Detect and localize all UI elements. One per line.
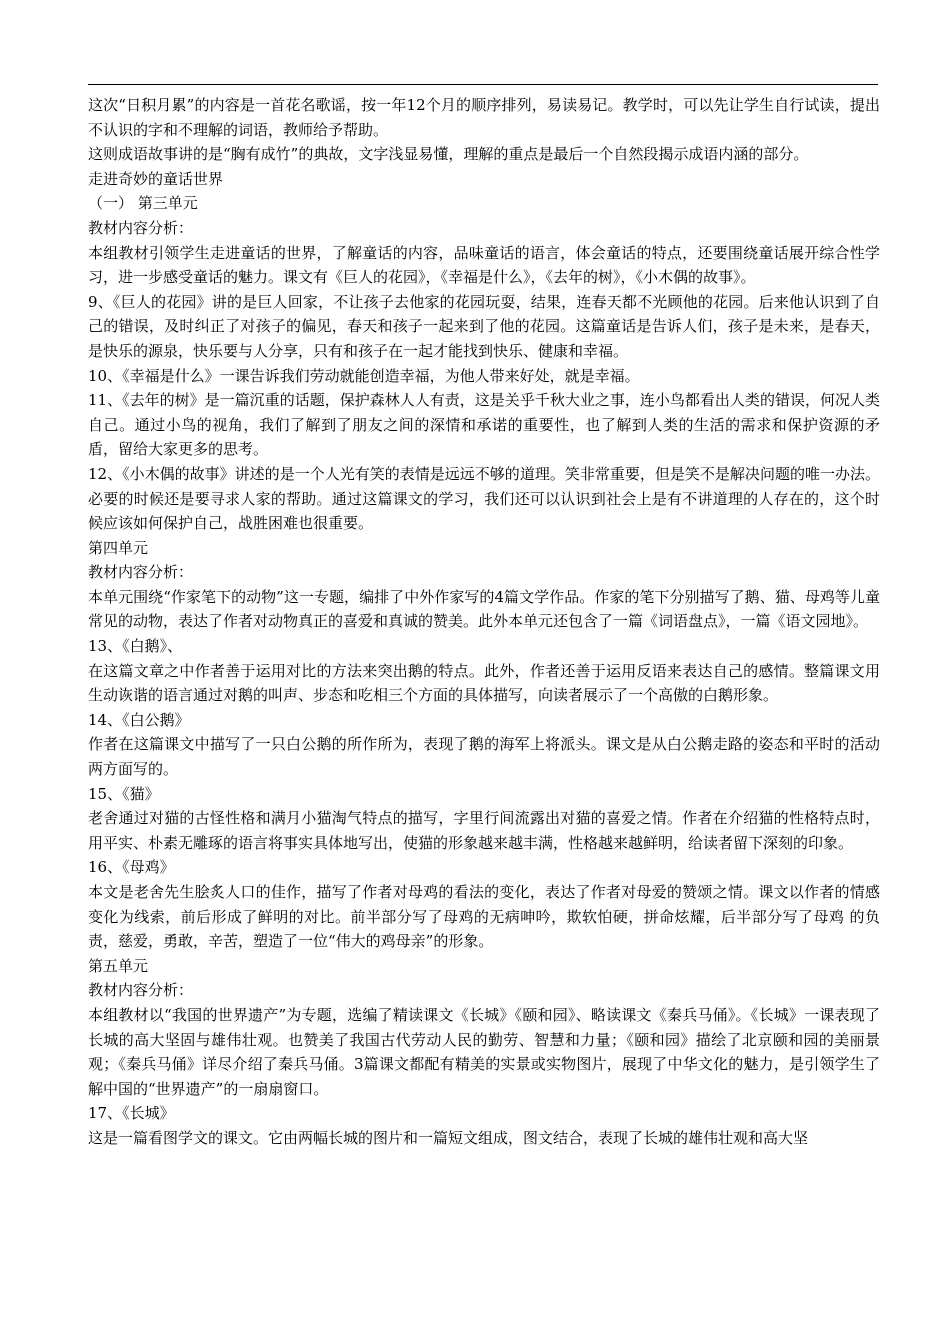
lesson-15-text: 老舍通过对猫的古怪性格和满月小猫淘气特点的描写，字里行间流露出对猫的喜爱之情。作者在介绍猫的性格特点时，用平实、朴素无雕琢的语言将事实具体地写出，使猫的形象越来越丰满，性格越来越鲜明，给读者留下深刻的印象。	[88, 809, 880, 852]
header-rule	[88, 84, 878, 85]
unit-heading-5: 第五单元	[88, 956, 149, 975]
analysis-label: 教材内容分析：	[88, 563, 194, 582]
lesson-13-title: 13、《白鹅》、	[88, 637, 183, 656]
unit-heading-3: （一） 第三单元	[88, 194, 198, 213]
lesson-10-text: 10、《幸福是什么》一课告诉我们劳动就能创造幸福，为他人带来好处，就是幸福。	[88, 366, 640, 385]
paragraph-chengyu: 这则成语故事讲的是“胸有成竹”的典故，文字浅显易懂，理解的重点是最后一个自然段揭示成语内涵的部分。	[88, 145, 809, 164]
lesson-14-title: 14、《白公鹅》	[88, 710, 190, 729]
unit-heading-4: 第四单元	[88, 538, 149, 557]
lesson-13-text: 在这篇文章之中作者善于运用对比的方法来突出鹅的特点。此外，作者还善于运用反语来表达自己的感情。整篇课文用生动诙谐的语言通过对鹅的叫声、步态和吃相三个方面的具体描写，向读者展示了一个高傲的白鹅形象。	[88, 661, 880, 705]
lesson-15-title: 15、《猫》	[88, 784, 160, 803]
section-heading-fairy-tale: 走进奇妙的童话世界	[88, 169, 224, 188]
paragraph-riji: 这次“日积月累”的内容是一首花名歌谣，按一年12个月的顺序排列，易读易记。教学时，可以先让学生自行试读，提出不认识的字和不理解的词语，教师给予帮助。	[88, 96, 880, 139]
unit4-overview: 本单元围绕“作家笔下的动物”这一专题，编排了中外作家写的4篇文学作品。作家的笔下分别描写了鹅、猫、母鸡等儿童常见的动物，表达了作者对动物真正的喜爱和真诚的赞美。此外本单元还包含了一篇《词语盘点》，一篇《语文园地》。	[88, 587, 880, 631]
lesson-16-title: 16、《母鸡》	[88, 858, 175, 877]
lesson-11-text: 11、《去年的树》是一篇沉重的话题，保护森林人人有责，这是关乎千秋大业之事，连小鸟都看出人类的错误，何况人类自己。通过小鸟的视角，我们了解到了朋友之间的深情和承诺的重要性，也了解到人类的生活的需求和保护资源的矛盾，留给大家更多的思考。	[88, 391, 880, 459]
analysis-label: 教材内容分析：	[88, 981, 194, 1000]
analysis-label: 教材内容分析：	[88, 218, 194, 237]
lesson-16-text: 本文是老舍先生脍炙人口的佳作，描写了作者对母鸡的看法的变化，表达了作者对母爱的赞颂之情。课文以作者的情感变化为线索，前后形成了鲜明的对比。前半部分写了母鸡的无病呻吟，欺软怕硬，拼命炫耀，后半部分写了母鸡 的负责，慈爱，勇敢，辛苦，塑造了一位“伟大的鸡母亲”的形象。	[88, 883, 880, 951]
lesson-12-text: 12、《小木偶的故事》讲述的是一个人光有笑的表情是远远不够的道理。笑非常重要，但是笑不是解决问题的唯一办法。必要的时候还是要寻求人家的帮助。通过这篇课文的学习，我们还可以认识到社会上是有不讲道理的人存在的，这个时候应该如何保护自己，战胜困难也很重要。	[88, 464, 880, 533]
lesson-9-text: 9、《巨人的花园》讲的是巨人回家，不让孩子去他家的花园玩耍，结果，连春天都不光顾他的花园。后来他认识到了自己的错误，及时纠正了对孩子的偏见，春天和孩子一起来到了他的花园。这篇童话是告诉人们，孩子是未来，是春天，是快乐的源泉，快乐要与人分享，只有和孩子在一起才能找到快乐、健康和幸福。	[88, 292, 880, 360]
unit5-overview: 本组教材以“我国的世界遗产”为专题，选编了精读课文《长城》《颐和园》、略读课文《秦兵马俑》。《长城》一课表现了长城的高大坚固与雄伟壮观。也赞美了我国古代劳动人民的勤劳、智慧和力量；《颐和园》描绘了北京颐和园的美丽景观；《秦兵马俑》详尽介绍了秦兵马俑。3篇课文都配有精美的实景或实物图片，展现了中华文化的魅力，是引领学生了解中国的“世界遗产”的一扇扇窗口。	[88, 1005, 880, 1098]
lesson-17-title: 17、《长城》	[88, 1104, 175, 1123]
lesson-14-text: 作者在这篇课文中描写了一只白公鹅的所作所为，表现了鹅的海军上将派头。课文是从白公鹅走路的姿态和平时的活动两方面写的。	[88, 735, 880, 779]
unit3-overview: 本组教材引领学生走进童话的世界，了解童话的内容，品味童话的语言，体会童话的特点，还要围绕童话展开综合性学习，进一步感受童话的魅力。课文有《巨人的花园》，《幸福是什么》，《去年的树》，《小木偶的故事》。	[88, 243, 880, 287]
lesson-17-text: 这是一篇看图学文的课文。它由两幅长城的图片和一篇短文组成，图文结合，表现了长城的雄伟壮观和高大坚	[88, 1128, 809, 1147]
document-body	[88, 93, 880, 1151]
